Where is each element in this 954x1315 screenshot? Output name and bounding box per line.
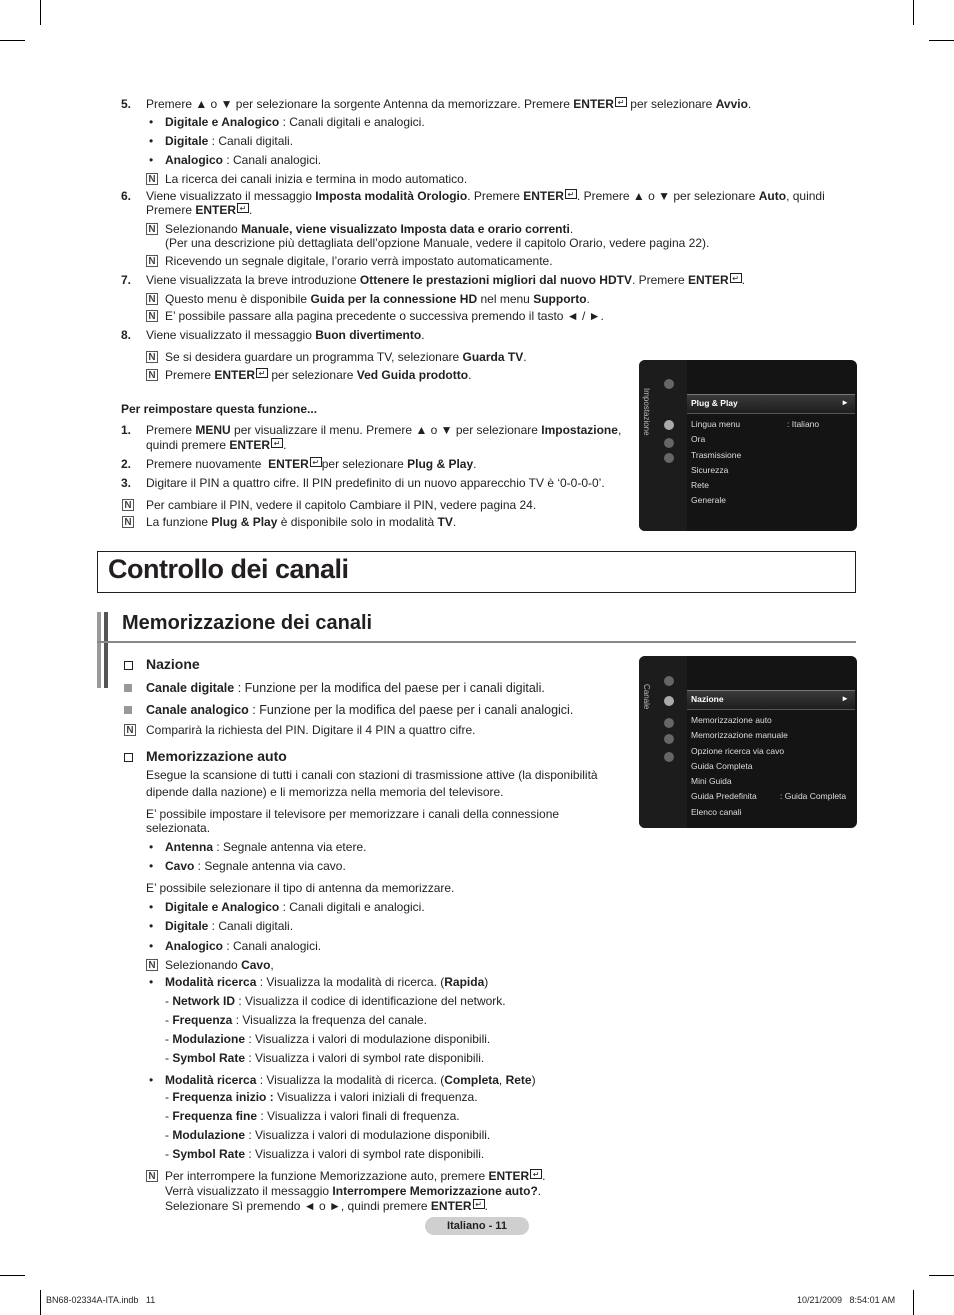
osd-menu-item[interactable]: Mini Guida (691, 776, 732, 786)
crop-mark (40, 1290, 41, 1315)
checkbox-icon (124, 661, 133, 670)
step-number: 2. (121, 457, 132, 471)
enter-icon: ↵ (271, 438, 283, 448)
crop-mark (929, 1275, 954, 1276)
list-item: Cavo : Segnale antenna via cavo. (165, 859, 346, 873)
section-title: Memorizzazione dei canali (122, 612, 373, 634)
step-text: Viene visualizzata la breve introduzione Ottenere le prestazioni migliori dal nuovo HDTV. Premere ENTER ↵ . (146, 273, 745, 287)
osd-input-icon (664, 734, 674, 744)
osd-picture-icon (664, 379, 674, 389)
osd-sidebar (639, 360, 687, 531)
paragraph: Esegue la scansione di tutti i canali con stazioni di trasmissione attive (la disponibilità (146, 768, 598, 782)
list-item: Analogico : Canali analogici. (165, 939, 322, 953)
crop-mark (0, 1275, 25, 1276)
bullet: • (149, 975, 154, 989)
osd-menu-item[interactable]: Guida Completa (691, 761, 753, 771)
note-icon: N (146, 959, 158, 971)
note-text: Ricevendo un segnale digitale, l’orario verrà impostato automaticamente. (165, 254, 553, 268)
osd-side-label: Canale (642, 684, 651, 710)
list-item: Canale digitale : Funzione per la modifica del paese per i canali digitali. (146, 681, 545, 695)
step-number: 8. (121, 328, 132, 342)
step-number: 1. (121, 423, 132, 437)
step-text: Premere nuovamente ENTER ↵ per selezionare Plug & Play. (146, 457, 477, 471)
note-text: Selezionando Cavo, (165, 958, 274, 972)
step-text: Premere MENU per visualizzare il menu. Premere ▲ o ▼ per selezionare Impostazione, (146, 423, 622, 437)
note-text: La funzione Plug & Play è disponibile solo in modalità TV. (146, 515, 457, 529)
note-text: Selezionando Manuale, viene visualizzato Imposta data e orario correnti. (165, 222, 574, 236)
osd-sidebar (639, 656, 687, 828)
step-text: Viene visualizzato il messaggio Buon divertimento. (146, 328, 425, 342)
step-text: Viene visualizzato il messaggio Imposta modalità Orologio. Premere ENTER ↵ . Premere ▲ o ▼ per selezionare Auto, quindi (146, 189, 825, 203)
crop-mark (913, 1290, 914, 1315)
osd-selected-label: Nazione (691, 694, 724, 704)
footer-date: 10/21/2009 8:54:01 AM (797, 1295, 896, 1305)
crop-mark (0, 40, 25, 41)
square-bullet-icon (124, 684, 132, 692)
osd-menu-impostazione (639, 360, 857, 531)
note-text: Premere ENTER ↵ per selezionare Ved Guida prodotto. (165, 368, 472, 382)
note-text: Comparirà la richiesta del PIN. Digitare il 4 PIN a quattro cifre. (146, 723, 476, 737)
sub-item: - Symbol Rate : Visualizza i valori di symbol rate disponibili. (165, 1147, 485, 1161)
subsection-heading: Nazione (146, 656, 200, 672)
footer-file: BN68-02334A-ITA.indb 11 (46, 1295, 156, 1305)
step-number: 3. (121, 476, 132, 490)
bullet: • (149, 939, 154, 953)
enter-icon: ↵ (565, 189, 577, 199)
note-icon: N (146, 223, 158, 235)
osd-menu-item[interactable]: Trasmissione (691, 450, 742, 460)
bullet: • (149, 134, 154, 148)
osd-settings-icon (664, 718, 674, 728)
list-item: Digitale e Analogico : Canali digitali e analogici. (165, 115, 425, 129)
step-text: Premere ENTER ↵ . (146, 203, 253, 217)
step-number: 6. (121, 189, 132, 203)
note-icon: N (122, 516, 134, 528)
square-bullet-icon (124, 706, 132, 714)
chapter-title-box (97, 551, 856, 593)
osd-menu-item[interactable]: Elenco canali (691, 807, 742, 817)
subsection-heading: Memorizzazione auto (146, 748, 287, 764)
list-item: Antenna : Segnale antenna via etere. (165, 840, 367, 854)
note-icon: N (146, 173, 158, 185)
note-text: Se si desidera guardare un programma TV, selezionare Guarda TV. (165, 350, 527, 364)
list-item: Modalità ricerca : Visualizza la modalità di ricerca. (Rapida) (165, 975, 489, 989)
step-text: quindi premere ENTER ↵ . (146, 438, 287, 452)
note-text: La ricerca dei canali inizia e termina in modo automatico. (165, 172, 468, 186)
osd-arrow-icon: ► (841, 694, 849, 703)
osd-settings-icon (664, 420, 674, 430)
osd-menu-item[interactable]: Guida Predefinita (691, 791, 757, 801)
sub-item: - Network ID : Visualizza il codice di identificazione del network. (165, 994, 506, 1008)
osd-side-label: Impostazione (642, 388, 651, 436)
note-text: (Per una descrizione più dettagliata dell’opzione Manuale, vedere il capitolo Orario, vedere pagina 22). (165, 236, 710, 250)
note-text: Per cambiare il PIN, vedere il capitolo Cambiare il PIN, vedere pagina 24. (146, 498, 537, 512)
osd-app-icon (664, 752, 674, 762)
bullet: • (149, 900, 154, 914)
step-text: Premere ▲ o ▼ per selezionare la sorgente Antenna da memorizzare. Premere ENTER ↵ per selezionare Avvio. (146, 97, 752, 111)
subheading: Per reimpostare questa funzione... (121, 402, 318, 416)
list-item: Digitale e Analogico : Canali digitali e analogici. (165, 900, 425, 914)
page-number-badge: Italiano - 11 (425, 1217, 529, 1235)
bullet: • (149, 919, 154, 933)
paragraph: E’ possibile impostare il televisore per memorizzare i canali della connessione (146, 807, 560, 821)
crop-mark (929, 40, 954, 41)
note-text: E’ possibile passare alla pagina precedente o successiva premendo il tasto ◄ / ►. (165, 309, 604, 323)
paragraph: dipende dalla nazione) e li memorizza nella memoria del televisore. (146, 785, 504, 799)
note-icon: N (122, 499, 134, 511)
osd-menu-item[interactable]: Memorizzazione auto (691, 715, 772, 725)
bullet: • (149, 115, 154, 129)
osd-menu-item[interactable]: Rete (691, 480, 709, 490)
sub-item: - Frequenza : Visualizza la frequenza del canale. (165, 1013, 427, 1027)
osd-menu-item[interactable]: Generale (691, 495, 726, 505)
paragraph: E’ possibile selezionare il tipo di antenna da memorizzare. (146, 881, 455, 895)
osd-item-value: : Guida Completa (780, 791, 847, 801)
list-item: Canale analogico : Funzione per la modifica del paese per i canali analogici. (146, 703, 574, 717)
chapter-title: Controllo dei canali (108, 554, 349, 584)
osd-item-value: : Italiano (787, 419, 820, 429)
note-icon: N (146, 310, 158, 322)
osd-channel-icon (664, 696, 674, 706)
note-icon: N (146, 369, 158, 381)
list-item: Digitale : Canali digitali. (165, 134, 294, 148)
note-icon: N (146, 351, 158, 363)
list-item: Analogico : Canali analogici. (165, 153, 322, 167)
list-item: Digitale : Canali digitali. (165, 919, 294, 933)
note-text: Questo menu è disponibile Guida per la connessione HD nel menu Supporto. (165, 292, 590, 306)
osd-menu-item[interactable]: Ora (691, 434, 706, 444)
bullet: • (149, 1073, 154, 1087)
enter-icon: ↵ (256, 368, 268, 378)
crop-mark (40, 0, 41, 25)
osd-menu-canale (639, 656, 857, 828)
enter-icon: ↵ (730, 273, 742, 283)
bullet: • (149, 153, 154, 167)
checkbox-icon (124, 753, 133, 762)
note-icon: N (146, 293, 158, 305)
bullet: • (149, 840, 154, 854)
enter-icon: ↵ (615, 97, 627, 107)
osd-menu-item[interactable]: Lingua menu (691, 419, 741, 429)
osd-menu-item[interactable]: Opzione ricerca via cavo (691, 746, 785, 756)
note-text: Per interrompere la funzione Memorizzazione auto, premere ENTER ↵ . (165, 1169, 546, 1183)
bullet: • (149, 859, 154, 873)
enter-icon: ↵ (473, 1199, 485, 1209)
section-accent (97, 612, 101, 688)
note-icon: N (124, 724, 136, 736)
sub-item: - Modulazione : Visualizza i valori di modulazione disponibili. (165, 1032, 491, 1046)
step-text: Digitare il PIN a quattro cifre. Il PIN predefinito di un nuovo apparecchio TV è ‘0-0-0-0’. (146, 476, 605, 490)
enter-icon: ↵ (310, 457, 322, 467)
crop-mark (913, 0, 914, 25)
section-divider (97, 641, 856, 643)
osd-picture-icon (664, 676, 674, 686)
osd-app-icon (664, 453, 674, 463)
sub-item: - Frequenza fine : Visualizza i valori finali di frequenza. (165, 1109, 460, 1123)
note-icon: N (146, 1170, 158, 1182)
list-item: Modalità ricerca : Visualizza la modalità di ricerca. (Completa, Rete) (165, 1073, 536, 1087)
note-text: Selezionare Sì premendo ◄ o ►, quindi premere ENTER ↵ . (165, 1199, 488, 1213)
sub-item: - Symbol Rate : Visualizza i valori di symbol rate disponibili. (165, 1051, 485, 1065)
osd-menu-item[interactable]: Memorizzazione manuale (691, 730, 788, 740)
paragraph: selezionata. (146, 821, 211, 835)
sub-item: - Frequenza inizio : Visualizza i valori iniziali di frequenza. (165, 1090, 478, 1104)
enter-icon: ↵ (530, 1169, 542, 1179)
note-text: Verrà visualizzato il messaggio Interrompere Memorizzazione auto?. (165, 1184, 542, 1198)
note-icon: N (146, 255, 158, 267)
section-accent (104, 612, 108, 688)
osd-selected-label: Plug & Play (691, 398, 738, 408)
step-number: 5. (121, 97, 132, 111)
osd-input-icon (664, 438, 674, 448)
osd-menu-item[interactable]: Sicurezza (691, 465, 729, 475)
enter-icon: ↵ (237, 203, 249, 213)
step-number: 7. (121, 273, 132, 287)
sub-item: - Modulazione : Visualizza i valori di modulazione disponibili. (165, 1128, 491, 1142)
osd-arrow-icon: ► (841, 398, 849, 407)
